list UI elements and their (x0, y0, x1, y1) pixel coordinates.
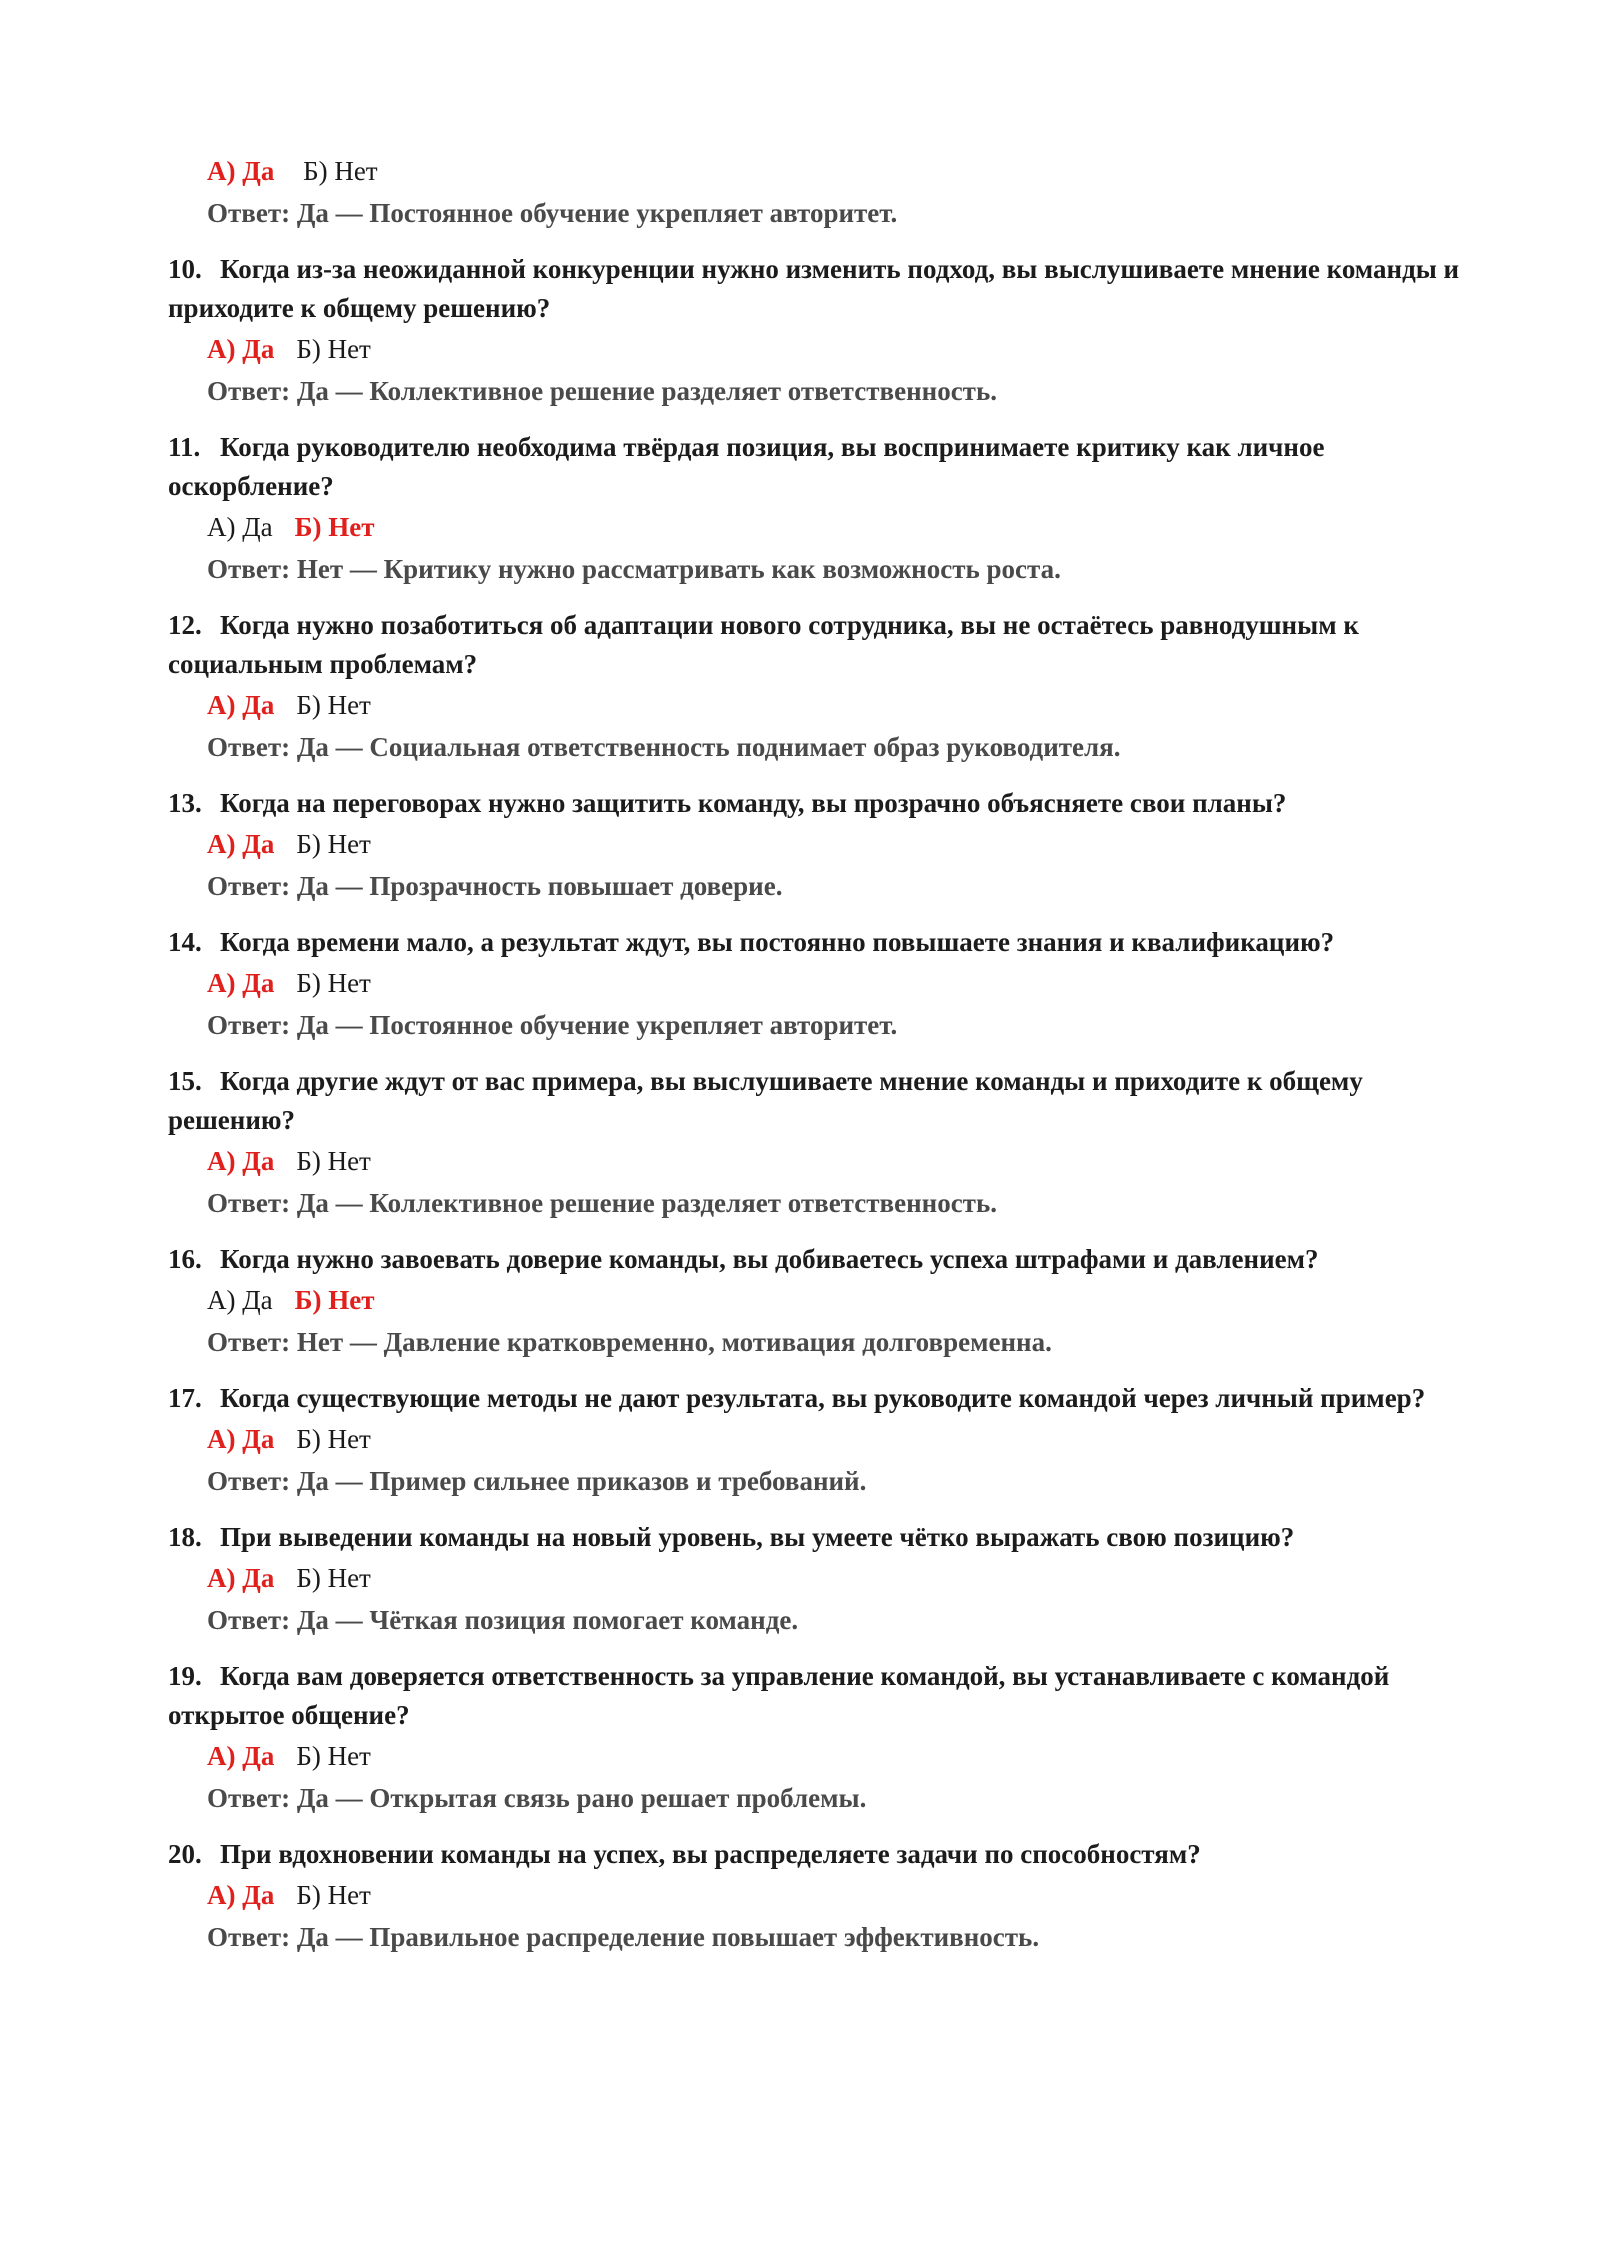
answer-options (207, 506, 1480, 548)
option-b: Б) Нет (296, 968, 371, 998)
answer-options (207, 1874, 1480, 1916)
option-a: А) Да (207, 1880, 275, 1910)
question-text (168, 1062, 1480, 1140)
question-body: Когда другие ждут от вас примера, вы выслушиваете мнение команды и приходите к общему решению? (168, 1066, 1363, 1135)
question-block-9 (168, 150, 1480, 234)
option-b: Б) Нет (296, 1424, 371, 1454)
question-body: При выведении команды на новый уровень, вы умеете чётко выражать свою позицию? (220, 1522, 1295, 1552)
question-block (168, 1379, 1480, 1502)
question-body: Когда руководителю необходима твёрдая позиция, вы воспринимаете критику как личное оскорбление? (168, 432, 1325, 501)
question-number: 19. (168, 1661, 202, 1691)
question-text (168, 1240, 1480, 1279)
question-block (168, 606, 1480, 768)
answer-options (207, 684, 1480, 726)
option-b: Б) Нет (294, 512, 375, 542)
option-a: А) Да (207, 1285, 273, 1315)
answer-line: Ответ: Да — Правильное распределение повышает эффективность. (207, 1922, 1040, 1952)
answer-line: Ответ: Да — Постоянное обучение укрепляет авторитет. (207, 198, 898, 228)
question-block (168, 1657, 1480, 1819)
answer-line: Ответ: Нет — Давление кратковременно, мотивация долговременна. (207, 1327, 1052, 1357)
answer-line: Ответ: Да — Социальная ответственность поднимает образ руководителя. (207, 732, 1121, 762)
option-a: А) Да (207, 829, 275, 859)
answer-options (207, 1140, 1480, 1182)
option-b: Б) Нет (296, 1741, 371, 1771)
question-text (168, 250, 1480, 328)
question-text (168, 1835, 1480, 1874)
question-text (168, 784, 1480, 823)
question-number: 16. (168, 1244, 202, 1274)
question-number: 13. (168, 788, 202, 818)
question-body: Когда существующие методы не дают результата, вы руководите командой через личный пример? (220, 1383, 1426, 1413)
question-body: Когда вам доверяется ответственность за управление командой, вы устанавливаете с командой открытое общение? (168, 1661, 1390, 1730)
question-body: Когда из-за неожиданной конкуренции нужно изменить подход, вы выслушиваете мнение команды и приходите к общему решению? (168, 254, 1460, 323)
question-body: Когда нужно завоевать доверие команды, вы добиваетесь успеха штрафами и давлением? (220, 1244, 1319, 1274)
question-text (168, 606, 1480, 684)
question-number: 12. (168, 610, 202, 640)
answer-line: Ответ: Да — Постоянное обучение укрепляет авторитет. (207, 1010, 898, 1040)
option-a: А) Да (207, 968, 275, 998)
question-block (168, 784, 1480, 907)
answer-line: Ответ: Да — Открытая связь рано решает проблемы. (207, 1783, 867, 1813)
question-block (168, 250, 1480, 412)
question-block (168, 1240, 1480, 1363)
option-b: Б) Нет (294, 1285, 375, 1315)
question-number: 15. (168, 1066, 202, 1096)
answer-options (207, 1418, 1480, 1460)
answer-options (207, 150, 1480, 192)
question-number: 20. (168, 1839, 202, 1869)
option-a: А) Да (207, 1146, 275, 1176)
answer-options (207, 1279, 1480, 1321)
answer-line: Ответ: Нет — Критику нужно рассматривать как возможность роста. (207, 554, 1061, 584)
question-text (168, 1657, 1480, 1735)
answer-line: Ответ: Да — Пример сильнее приказов и требований. (207, 1466, 867, 1496)
option-b: Б) Нет (296, 690, 371, 720)
question-body: Когда на переговорах нужно защитить команду, вы прозрачно объясняете свои планы? (220, 788, 1287, 818)
option-b: Б) Нет (303, 156, 378, 186)
question-block (168, 923, 1480, 1046)
option-b: Б) Нет (296, 1880, 371, 1910)
answer-options (207, 823, 1480, 865)
answer-options (207, 328, 1480, 370)
question-block (168, 428, 1480, 590)
question-number: 11. (168, 432, 201, 462)
question-block (168, 1835, 1480, 1958)
option-b: Б) Нет (296, 1146, 371, 1176)
question-text (168, 428, 1480, 506)
question-block (168, 1518, 1480, 1641)
option-a: А) Да (207, 1741, 275, 1771)
option-a: А) Да (207, 1424, 275, 1454)
question-text (168, 1379, 1480, 1418)
option-a: А) Да (207, 512, 273, 542)
option-a: А) Да (207, 690, 275, 720)
question-body: При вдохновении команды на успех, вы распределяете задачи по способностям? (220, 1839, 1201, 1869)
question-number: 14. (168, 927, 202, 957)
option-b: Б) Нет (296, 1563, 371, 1593)
answer-line: Ответ: Да — Коллективное решение разделяет ответственность. (207, 376, 997, 406)
question-number: 10. (168, 254, 202, 284)
answer-options (207, 1557, 1480, 1599)
question-body: Когда нужно позаботиться об адаптации нового сотрудника, вы не остаётесь равнодушным к социальным проблемам? (168, 610, 1359, 679)
option-b: Б) Нет (296, 829, 371, 859)
answer-line: Ответ: Да — Прозрачность повышает доверие. (207, 871, 783, 901)
question-text (168, 923, 1480, 962)
option-a: А) Да (207, 156, 275, 186)
answer-options (207, 1735, 1480, 1777)
question-text (168, 1518, 1480, 1557)
question-body: Когда времени мало, а результат ждут, вы постоянно повышаете знания и квалификацию? (220, 927, 1335, 957)
answer-options (207, 962, 1480, 1004)
option-b: Б) Нет (296, 334, 371, 364)
question-block (168, 1062, 1480, 1224)
answer-line: Ответ: Да — Коллективное решение разделяет ответственность. (207, 1188, 997, 1218)
question-list (168, 250, 1480, 1958)
option-a: А) Да (207, 1563, 275, 1593)
option-a: А) Да (207, 334, 275, 364)
question-number: 18. (168, 1522, 202, 1552)
answer-line: Ответ: Да — Чёткая позиция помогает команде. (207, 1605, 799, 1635)
question-number: 17. (168, 1383, 202, 1413)
